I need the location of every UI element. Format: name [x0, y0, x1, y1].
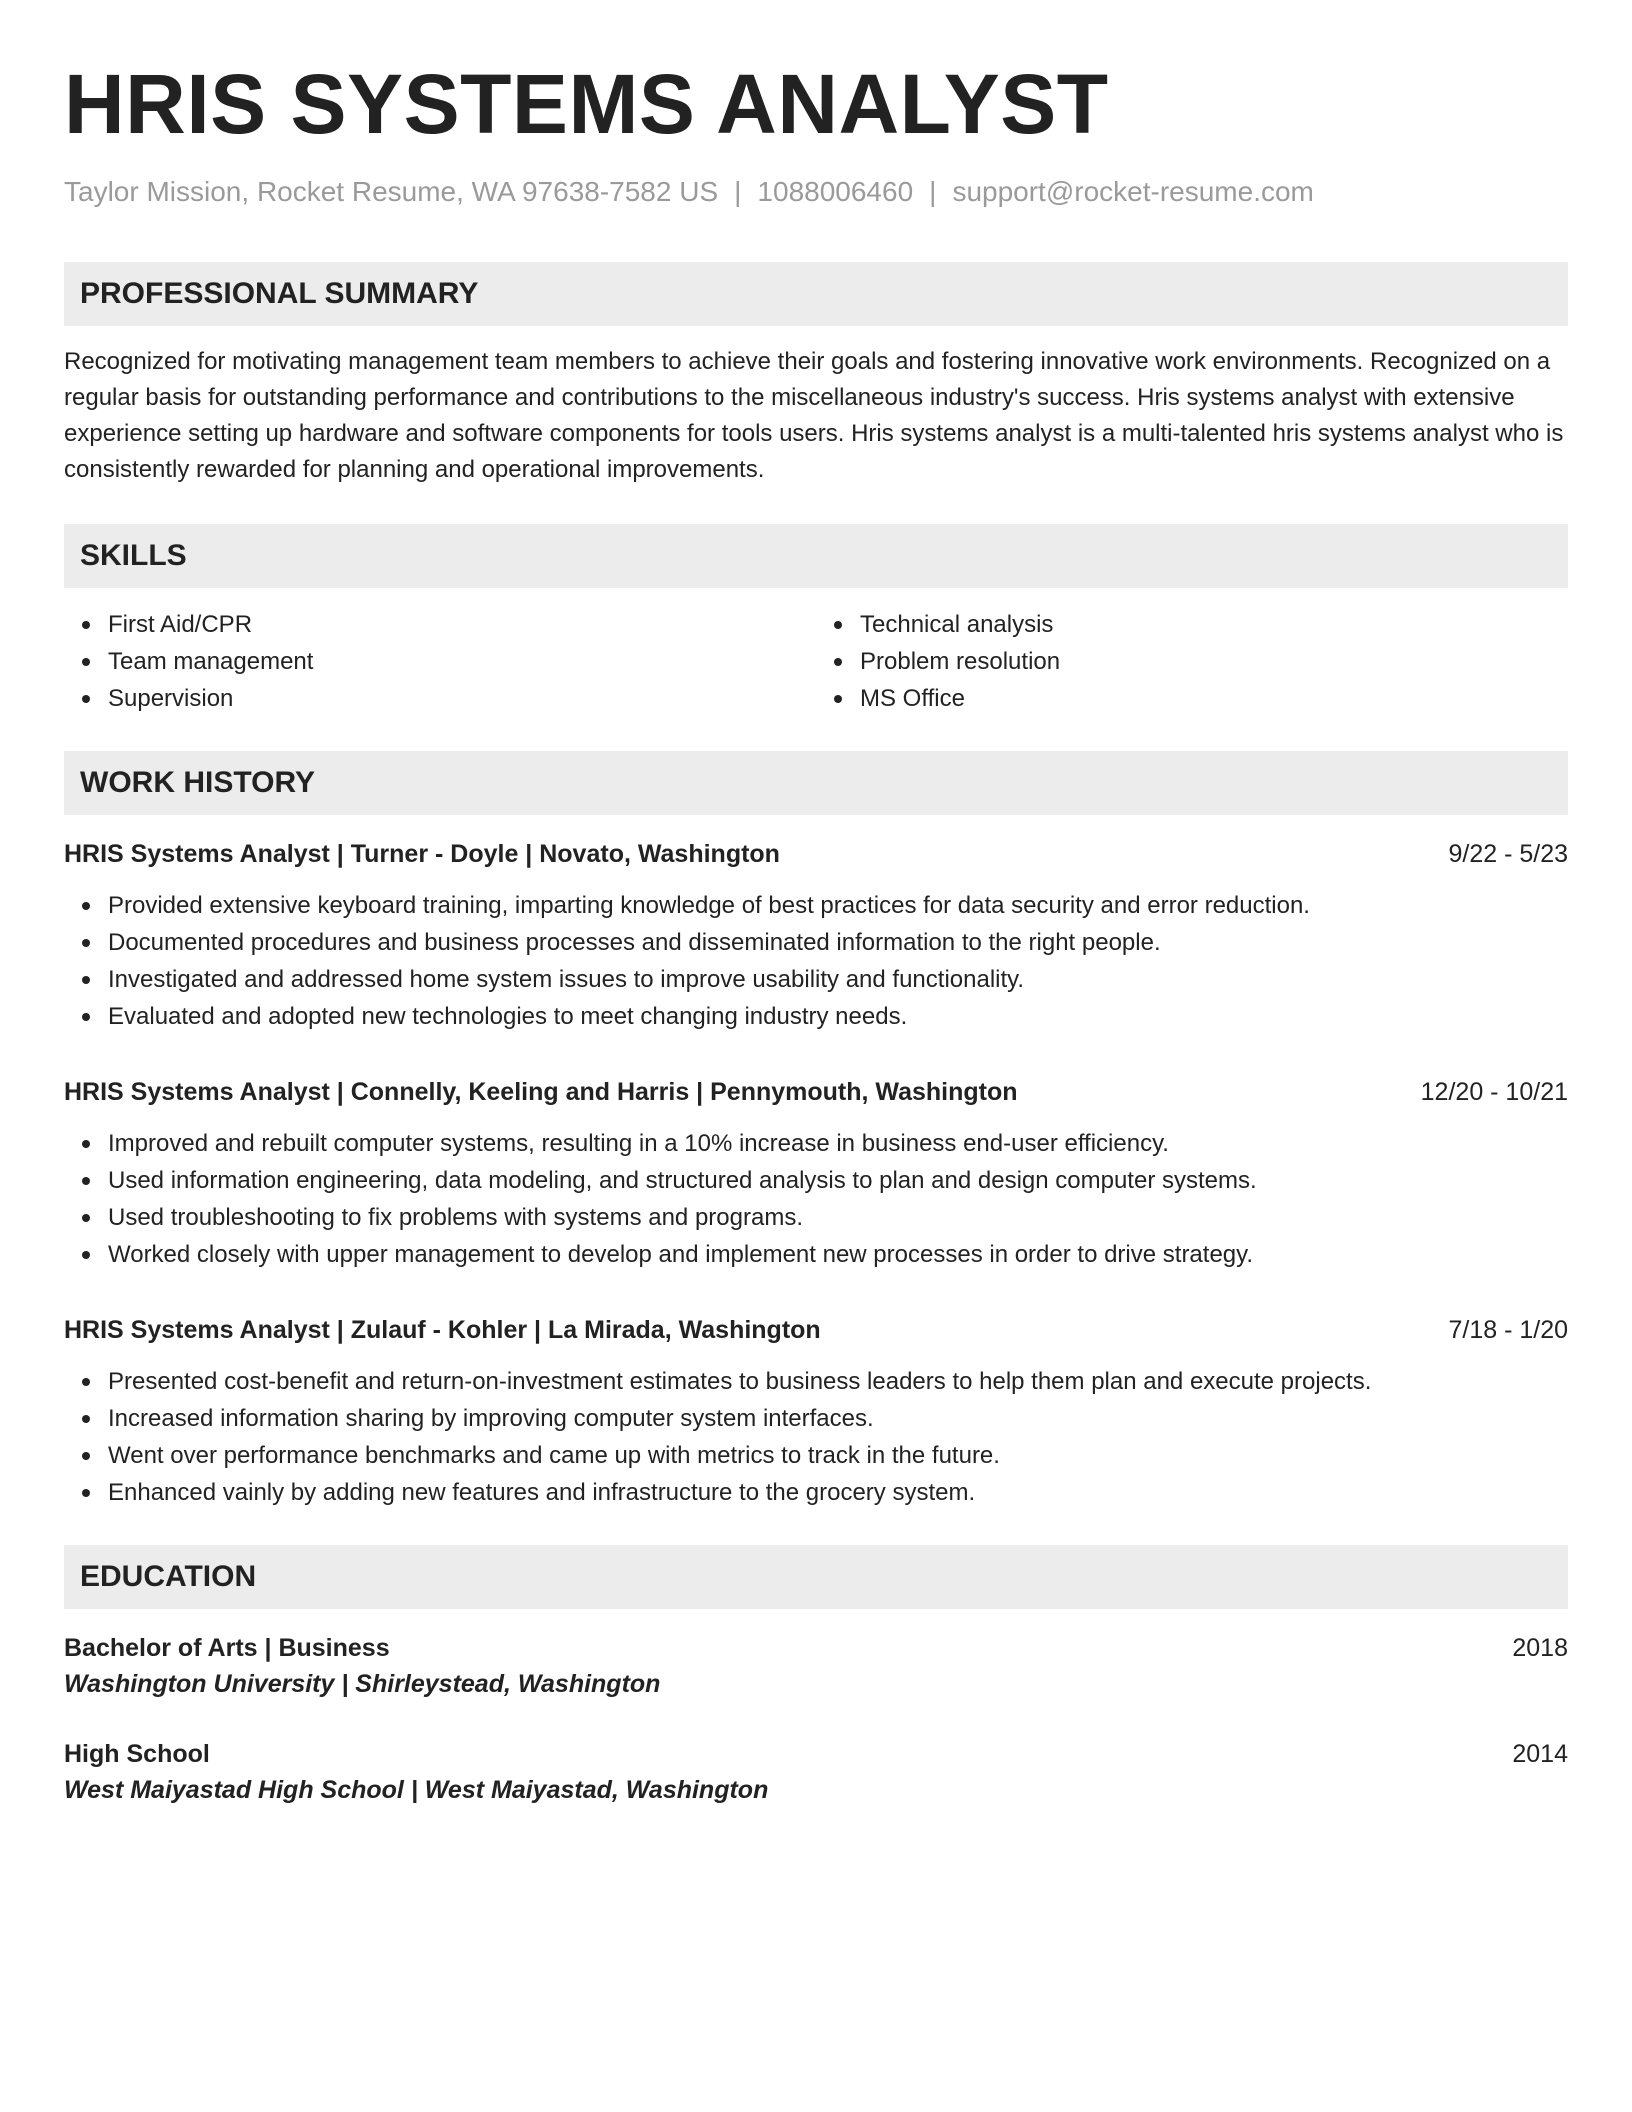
- job-dates: 9/22 - 5/23: [1448, 840, 1568, 868]
- job-bullet: Enhanced vainly by adding new features and infrastructure to the grocery system.: [108, 1474, 1568, 1511]
- contact-separator: |: [734, 176, 742, 207]
- section-heading-skills: SKILLS: [64, 524, 1568, 588]
- job-title: HRIS Systems Analyst | Turner - Doyle | Novato, Washington: [64, 840, 780, 868]
- contact-separator: |: [929, 176, 937, 207]
- education-degree: Bachelor of Arts | Business: [64, 1634, 390, 1662]
- job-bullet: Used information engineering, data modeling, and structured analysis to plan and design computer systems.: [108, 1162, 1568, 1199]
- job-title: HRIS Systems Analyst | Connelly, Keeling and Harris | Pennymouth, Washington: [64, 1078, 1018, 1106]
- job-title: HRIS Systems Analyst | Zulauf - Kohler | La Mirada, Washington: [64, 1316, 821, 1344]
- job-bullets: [64, 1363, 1568, 1511]
- job-bullet: Used troubleshooting to fix problems with systems and programs.: [108, 1199, 1568, 1236]
- education-entry: [64, 1631, 1568, 1703]
- education-school: West Maiyastad High School | West Maiyastad, Washington: [64, 1776, 769, 1804]
- skill-item: Problem resolution: [860, 643, 1568, 680]
- skills-list: [64, 606, 1568, 717]
- section-heading-summary: PROFESSIONAL SUMMARY: [64, 262, 1568, 326]
- contact-line: [64, 174, 1568, 210]
- job-bullet: Worked closely with upper management to develop and implement new processes in order to drive strategy.: [108, 1236, 1568, 1273]
- resume-title: HRIS SYSTEMS ANALYST: [64, 57, 1109, 151]
- contact-phone: 1088006460: [757, 176, 914, 207]
- job-entry: [64, 1313, 1568, 1511]
- skills-column-right: [816, 606, 1568, 717]
- education-entry: [64, 1737, 1568, 1809]
- job-bullet: Investigated and addressed home system issues to improve usability and functionality.: [108, 961, 1568, 998]
- job-bullets: [64, 887, 1568, 1035]
- skill-item: MS Office: [860, 680, 1568, 717]
- skill-item: First Aid/CPR: [108, 606, 816, 643]
- education-school: Washington University | Shirleystead, Washington: [64, 1670, 661, 1698]
- job-bullets: [64, 1125, 1568, 1273]
- skill-item: Technical analysis: [860, 606, 1568, 643]
- job-entry: [64, 1075, 1568, 1273]
- education-year: 2018: [1512, 1634, 1568, 1662]
- contact-email: support@rocket-resume.com: [952, 176, 1314, 207]
- job-bullet: Increased information sharing by improving computer system interfaces.: [108, 1400, 1568, 1437]
- education-year: 2014: [1512, 1740, 1568, 1768]
- job-bullet: Provided extensive keyboard training, imparting knowledge of best practices for data security and error reduction.: [108, 887, 1568, 924]
- job-bullet: Evaluated and adopted new technologies to meet changing industry needs.: [108, 998, 1568, 1035]
- section-heading-education: EDUCATION: [64, 1545, 1568, 1609]
- skill-item: Team management: [108, 643, 816, 680]
- summary-text: Recognized for motivating management team members to achieve their goals and fostering innovative work environments. Recognized on a regular basis for outstanding performance and contributions to the miscellaneous industry's success. Hris systems analyst with extensive experience setting up hardware and software components for tools users. Hris systems analyst is a multi-talented hris systems analyst who is consistently rewarded for planning and operational improvements.: [64, 348, 1564, 483]
- job-dates: 12/20 - 10/21: [1420, 1078, 1568, 1106]
- job-entry: [64, 837, 1568, 1035]
- education-degree: High School: [64, 1740, 210, 1768]
- job-bullet: Went over performance benchmarks and came up with metrics to track in the future.: [108, 1437, 1568, 1474]
- job-bullet: Improved and rebuilt computer systems, resulting in a 10% increase in business end-user efficiency.: [108, 1125, 1568, 1162]
- job-dates: 7/18 - 1/20: [1448, 1316, 1568, 1344]
- skill-item: Supervision: [108, 680, 816, 717]
- contact-address: Taylor Mission, Rocket Resume, WA 97638-7582 US: [64, 176, 719, 207]
- skills-column-left: [64, 606, 816, 717]
- section-heading-work: WORK HISTORY: [64, 751, 1568, 815]
- job-bullet: Documented procedures and business processes and disseminated information to the right people.: [108, 924, 1568, 961]
- job-bullet: Presented cost-benefit and return-on-investment estimates to business leaders to help them plan and execute projects.: [108, 1363, 1568, 1400]
